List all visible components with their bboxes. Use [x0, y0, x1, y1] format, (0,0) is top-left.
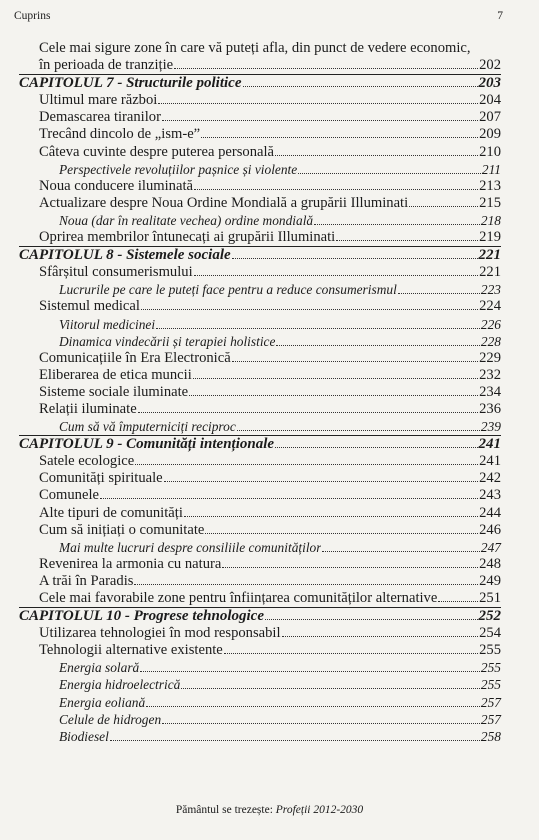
toc-entry-title: Ultimul mare război — [39, 92, 158, 109]
toc-entry-title: Relații iluminate — [39, 400, 137, 417]
dot-leader — [243, 86, 478, 87]
dot-leader — [336, 240, 478, 241]
toc-entry — [19, 298, 501, 315]
dot-leader — [174, 68, 478, 69]
dot-leader — [298, 173, 481, 174]
toc-entry — [19, 694, 501, 711]
toc-entry — [19, 539, 501, 556]
toc-entry — [19, 92, 501, 109]
toc-entry — [19, 711, 501, 728]
footer-book-subtitle: Profeții 2012-2030 — [275, 804, 364, 816]
toc-entry — [19, 161, 501, 178]
dot-leader — [100, 498, 478, 499]
toc-entry-page: 244 — [479, 504, 501, 521]
toc-entry — [19, 676, 501, 693]
toc-chapter-heading — [19, 74, 501, 92]
dot-leader — [201, 137, 478, 138]
page-number: 7 — [497, 10, 503, 22]
toc-entry-title: Noua (dar în realitate vechea) ordine mondială — [59, 212, 314, 228]
toc-entry-title: Comunele — [39, 487, 99, 504]
toc-entry-page: 210 — [479, 143, 501, 160]
toc-entry-title: Comunicațiile în Era Electronică — [39, 349, 231, 366]
toc-entry-title: Sfârșitul consumerismului — [39, 264, 193, 281]
dot-leader — [189, 395, 478, 396]
toc-entry — [19, 333, 501, 350]
toc-entry-title: Actualizare despre Noua Ordine Mondială a grupării Illuminati — [39, 194, 409, 211]
toc-entry-title: Energia hidroelectrică — [59, 677, 181, 693]
toc-entry-page: 255 — [479, 642, 501, 659]
toc-entry-page: 241 — [478, 436, 501, 453]
dot-leader — [232, 258, 478, 259]
page-footer — [0, 804, 539, 816]
dot-leader — [164, 481, 478, 482]
dot-leader — [110, 740, 480, 741]
toc-entry-title: CAPITOLUL 7 - Structurile politice — [19, 75, 242, 92]
dot-leader — [162, 723, 480, 724]
dot-leader — [140, 671, 480, 672]
dot-leader — [237, 430, 480, 431]
dot-leader — [205, 533, 478, 534]
toc-entry-page: 226 — [480, 316, 501, 332]
dot-leader — [138, 412, 478, 413]
toc-entry — [19, 126, 501, 143]
dot-leader — [193, 378, 478, 379]
dot-leader — [398, 293, 480, 294]
toc-entry — [19, 264, 501, 281]
dot-leader — [438, 601, 478, 602]
toc-entry-title: Celule de hidrogen — [59, 711, 162, 727]
dot-leader — [135, 464, 478, 465]
toc-entry-page: 254 — [479, 625, 501, 642]
dot-leader — [222, 567, 478, 568]
dot-leader — [276, 345, 479, 346]
toc-entry-page: 221 — [479, 264, 501, 281]
toc-entry — [19, 384, 501, 401]
toc-entry-title: Cum să vă împuterniciți reciproc — [59, 419, 236, 435]
dot-leader — [156, 328, 480, 329]
toc-entry-page: 241 — [479, 453, 501, 470]
toc-entry-page: 202 — [479, 57, 501, 74]
dot-leader — [275, 155, 478, 156]
dot-leader — [282, 636, 479, 637]
toc-entry — [19, 229, 501, 246]
toc-entry-page: 251 — [479, 590, 501, 606]
section-title: Cuprins — [14, 10, 51, 22]
toc-entry-page: 232 — [479, 366, 501, 383]
dot-leader — [134, 584, 478, 585]
toc-entry-page: 239 — [480, 419, 501, 435]
toc-entry-title-line1: Cele mai sigure zone în care vă puteți afla, din punct de vedere economic, — [39, 40, 471, 56]
toc-entry-title: Satele ecologice — [39, 453, 135, 470]
toc-entry-page: 209 — [479, 126, 501, 143]
dot-leader — [194, 189, 478, 190]
toc-entry — [19, 487, 501, 504]
toc-entries — [19, 74, 501, 745]
toc-entry-page: 246 — [479, 521, 501, 538]
dot-leader — [194, 275, 478, 276]
toc-entry-title: Comunități spirituale — [39, 470, 163, 487]
toc-entry — [19, 195, 501, 212]
toc-entry — [19, 367, 501, 384]
toc-entry-title: Revenirea la armonia cu natura — [39, 555, 222, 572]
toc-entry — [19, 316, 501, 333]
toc-entry — [19, 109, 501, 126]
toc-entry — [19, 350, 501, 367]
toc-entry-title: Dinamica vindecării și terapiei holistice — [59, 333, 276, 349]
toc-entry — [19, 728, 501, 745]
dot-leader — [409, 206, 478, 207]
toc-entry-page: 218 — [480, 212, 501, 228]
toc-entry — [19, 590, 501, 607]
toc-entry-page: 247 — [480, 539, 501, 555]
toc-entry-page: 255 — [480, 660, 501, 676]
toc-entry-title: CAPITOLUL 10 - Progrese tehnologice — [19, 608, 264, 625]
dot-leader — [314, 224, 480, 225]
dot-leader — [232, 361, 478, 362]
toc-entry-title: Viitorul medicinei — [59, 316, 156, 332]
toc-entry-page: 203 — [478, 75, 501, 92]
toc-entry-title: Noua conducere iluminată — [39, 177, 193, 194]
toc-entry-title: Demascarea tiranilor — [39, 109, 161, 126]
toc-entry-title: Alte tipuri de comunități — [39, 504, 183, 521]
dot-leader — [275, 447, 477, 448]
toc-entry-title: Cele mai favorabile zone pentru înființarea comunităților alternative — [39, 590, 438, 606]
dot-leader — [146, 706, 480, 707]
dot-leader — [181, 688, 480, 689]
toc-entry-page: 207 — [479, 109, 501, 126]
toc-entry-intro — [19, 40, 501, 74]
toc-entry-page: 242 — [479, 470, 501, 487]
dot-leader — [184, 516, 478, 517]
toc-entry-title: Trecând dincolo de „ism-e” — [39, 126, 201, 143]
toc-chapter-heading — [19, 435, 501, 453]
toc-entry — [19, 178, 501, 195]
toc-entry — [19, 418, 501, 435]
toc-entry-page: 243 — [479, 487, 501, 504]
toc-entry-page: 249 — [479, 572, 501, 589]
toc-entry-title: Biodiesel — [59, 728, 109, 744]
toc-entry-page: 224 — [479, 298, 501, 315]
toc-entry-title-line2: în perioada de tranziție — [39, 57, 174, 74]
toc-entry-title: Lucrurile pe care le puteți face pentru a reduce consumerismul — [59, 282, 397, 298]
toc-entry-title: CAPITOLUL 9 - Comunități intenționale — [19, 436, 275, 453]
toc-entry-title: Tehnologii alternative existente — [39, 642, 223, 659]
toc-entry-page: 213 — [479, 177, 501, 194]
toc-entry-title: Utilizarea tehnologiei în mod responsabil — [39, 625, 281, 642]
toc-entry — [19, 144, 501, 161]
toc-entry-title: CAPITOLUL 8 - Sistemele sociale — [19, 247, 231, 264]
toc-entry-title: Eliberarea de etica muncii — [39, 366, 192, 383]
toc-entry-page: 255 — [480, 677, 501, 693]
toc-entry-title: Perspectivele revoluțiilor pașnice și violente — [59, 161, 298, 177]
toc-chapter-heading — [19, 607, 501, 625]
toc-entry-title: Oprirea membrilor întunecați ai grupării Illuminati — [39, 229, 336, 246]
toc-entry-title: Sisteme sociale iluminate — [39, 383, 189, 400]
toc-entry-title: A trăi în Paradis — [39, 572, 134, 589]
toc-entry-page: 248 — [479, 555, 501, 572]
toc-entry — [19, 522, 501, 539]
toc-entry-page: 257 — [480, 711, 501, 727]
toc-entry-page: 204 — [479, 92, 501, 109]
toc-entry-page: 229 — [479, 349, 501, 366]
toc-entry-page: 228 — [480, 333, 501, 349]
toc-entry-page: 219 — [479, 229, 501, 246]
toc-entry-title: Mai multe lucruri despre consiliile comunităților — [59, 539, 322, 555]
toc-entry — [19, 453, 501, 470]
dot-leader — [265, 619, 478, 620]
toc-entry-title: Sistemul medical — [39, 298, 140, 315]
toc-entry-title: Câteva cuvinte despre puterea personală — [39, 143, 275, 160]
toc-entry — [19, 573, 501, 590]
toc-entry-title: Energia eoliană — [59, 694, 146, 710]
toc-entry — [19, 625, 501, 642]
footer-text: Pământul se trezește: — [175, 804, 273, 816]
toc-chapter-heading — [19, 246, 501, 264]
dot-leader — [158, 103, 478, 104]
toc-entry-page: 215 — [479, 194, 501, 211]
dot-leader — [322, 551, 479, 552]
toc-entry-page: 223 — [480, 282, 501, 298]
toc-entry — [19, 659, 501, 676]
toc-entry — [19, 470, 501, 487]
toc-entry — [19, 281, 501, 298]
toc-entry-page: 252 — [478, 608, 501, 625]
toc-entry-page: 221 — [478, 247, 501, 264]
toc-entry-page: 236 — [479, 400, 501, 417]
toc-entry — [19, 642, 501, 659]
dot-leader — [224, 653, 478, 654]
toc-entry-page: 257 — [480, 694, 501, 710]
toc-entry-page: 211 — [481, 161, 501, 177]
toc-entry-title: Cum să inițiați o comunitate — [39, 521, 205, 538]
table-of-contents — [19, 40, 501, 745]
toc-entry — [19, 212, 501, 229]
toc-entry — [19, 401, 501, 418]
toc-entry-page: 258 — [480, 728, 501, 744]
toc-entry-page: 234 — [479, 383, 501, 400]
toc-entry-title: Energia solară — [59, 660, 140, 676]
page-header — [14, 10, 503, 22]
toc-entry — [19, 556, 501, 573]
toc-entry — [19, 505, 501, 522]
dot-leader — [162, 120, 478, 121]
dot-leader — [141, 309, 478, 310]
